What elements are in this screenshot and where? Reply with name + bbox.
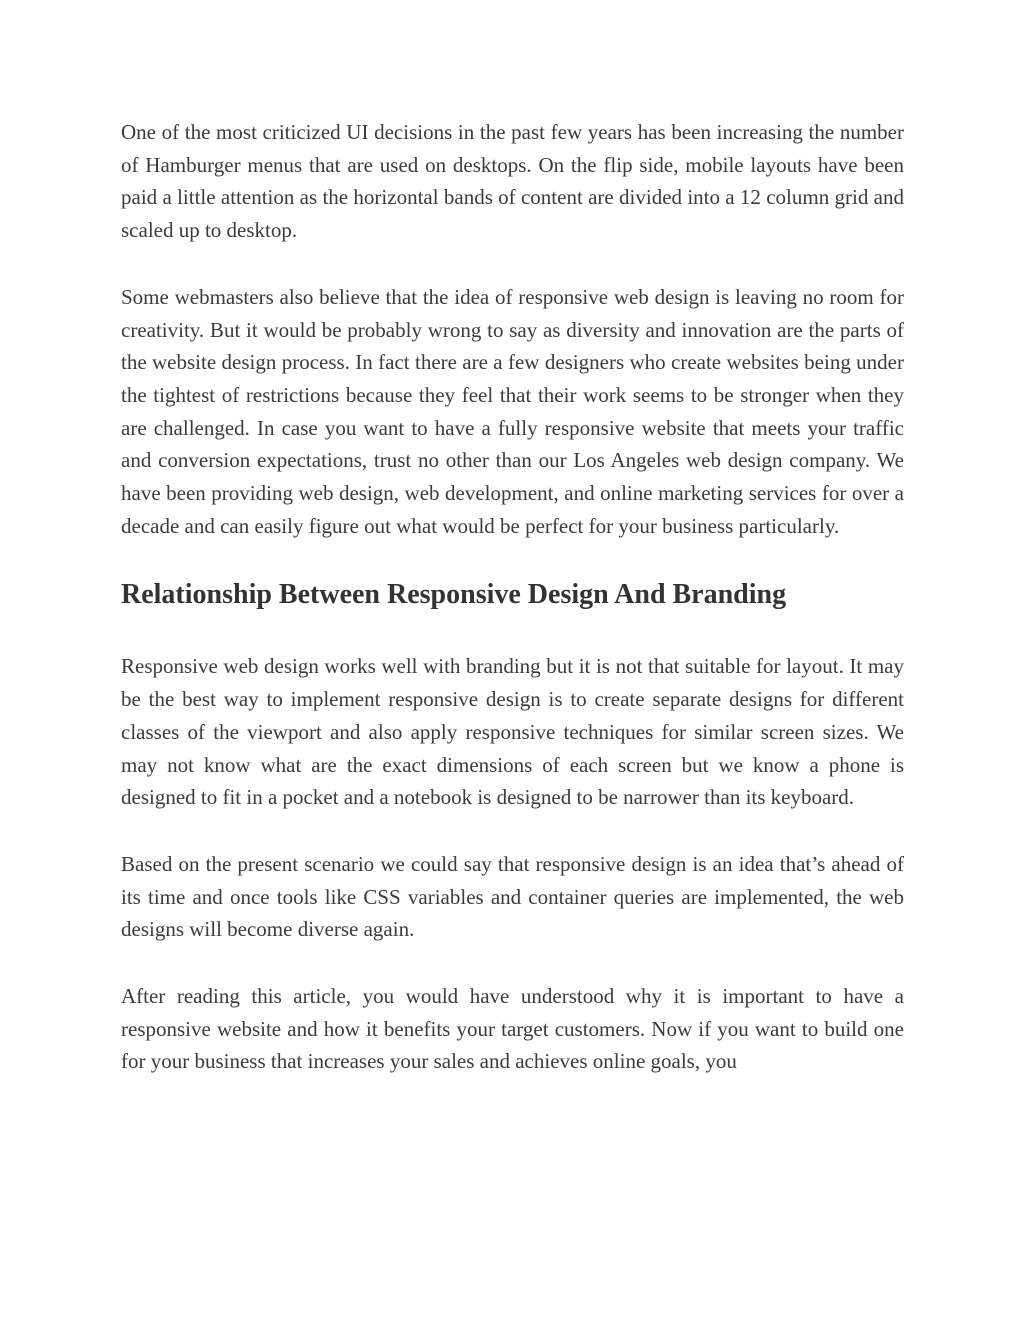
- section-heading: Relationship Between Responsive Design And Branding: [121, 579, 787, 611]
- paragraph-branding: Responsive web design works well with branding but it is not that suitable for layout. It may be the best way to implement responsive design is to create separate designs for different classes of the viewport and also apply responsive techniques for similar screen sizes. We may not know what are the exact dimensions of each screen but we know a phone is designed to fit in a pocket and a notebook is designed to be narrower than its keyboard.: [121, 654, 904, 810]
- document-page: [121, 116, 904, 1078]
- paragraph-present-scenario: Based on the present scenario we could say that responsive design is an idea that’s ahead of its time and once tools like CSS variables and container queries are implemented, the web designs will become diverse again.: [121, 851, 904, 942]
- paragraph-conclusion: After reading this article, you would have understood why it is important to have a responsive website and how it benefits your target customers. Now if you want to build one for your business that increases your sales and achieves online goals, you: [121, 984, 904, 1074]
- paragraph-hamburger-menus: One of the most criticized UI decisions in the past few years has been increasing the number of Hamburger menus that are used on desktops. On the flip side, mobile layouts have been paid a little attention as the horizontal bands of content are divided into a 12 column grid and scaled up to desktop.: [121, 120, 904, 243]
- paragraph-creativity: Some webmasters also believe that the idea of responsive web design is leaving no room for creativity. But it would be probably wrong to say as diversity and innovation are the parts of the website design process. In fact there are a few designers who create websites being under the tightest of restrictions because they feel that their work seems to be stronger when they are challenged. In case you want to have a fully responsive website that meets your traffic and conversion expectations, trust no other than our Los Angeles web design company. We have been providing web design, web development, and online marketing services for over a decade and can easily figure out what would be perfect for your business particularly.: [121, 284, 904, 538]
